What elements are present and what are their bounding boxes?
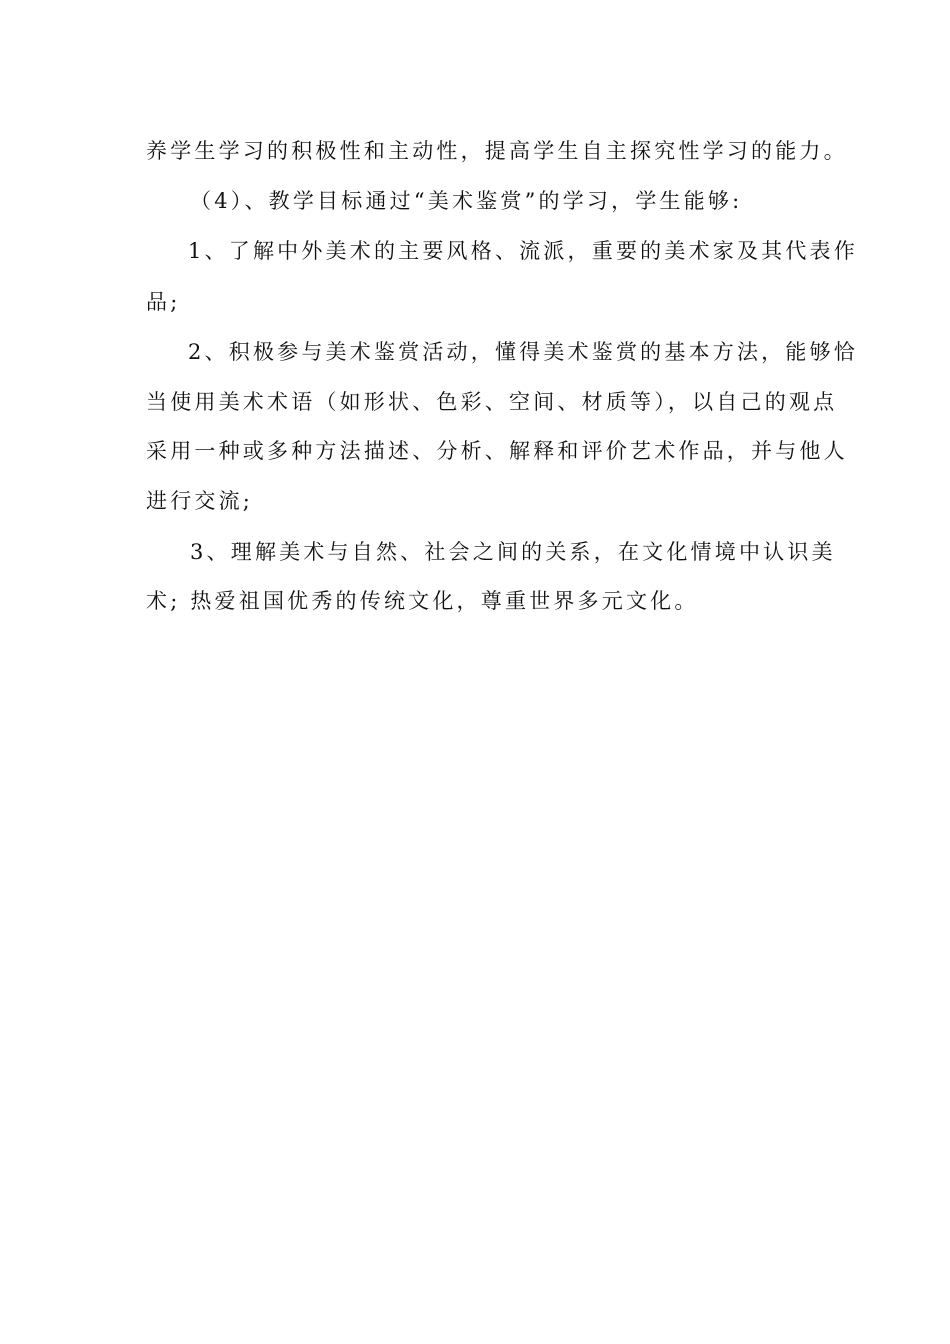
list-item-2-line-2: 当使用美术术语（如形状、色彩、空间、材质等），以自己的观点	[146, 390, 838, 414]
list-item-2-line-3: 采用一种或多种方法描述、分析、解释和评价艺术作品，并与他人	[146, 439, 848, 463]
list-item-3-line-2: 术; 热爱祖国优秀的传统文化，尊重世界多元文化。	[146, 589, 699, 613]
list-item-2-line-4: 进行交流;	[146, 489, 254, 513]
section-heading-line: （4）、教学目标通过“美术鉴赏”的学习，学生能够:	[190, 189, 743, 213]
list-item-1-line-1: 1、了解中外美术的主要风格、流派，重要的美术家及其代表作	[188, 239, 858, 263]
list-item-1-line-2: 品;	[146, 290, 181, 314]
list-item-2-line-1: 2、积极参与美术鉴赏活动，懂得美术鉴赏的基本方法，能够恰	[188, 340, 858, 364]
list-item-3-line-1: 3、理解美术与自然、社会之间的关系，在文化情境中认识美	[190, 540, 836, 564]
paragraph-line: 养学生学习的积极性和主动性，提高学生自主探究性学习的能力。	[146, 139, 848, 163]
